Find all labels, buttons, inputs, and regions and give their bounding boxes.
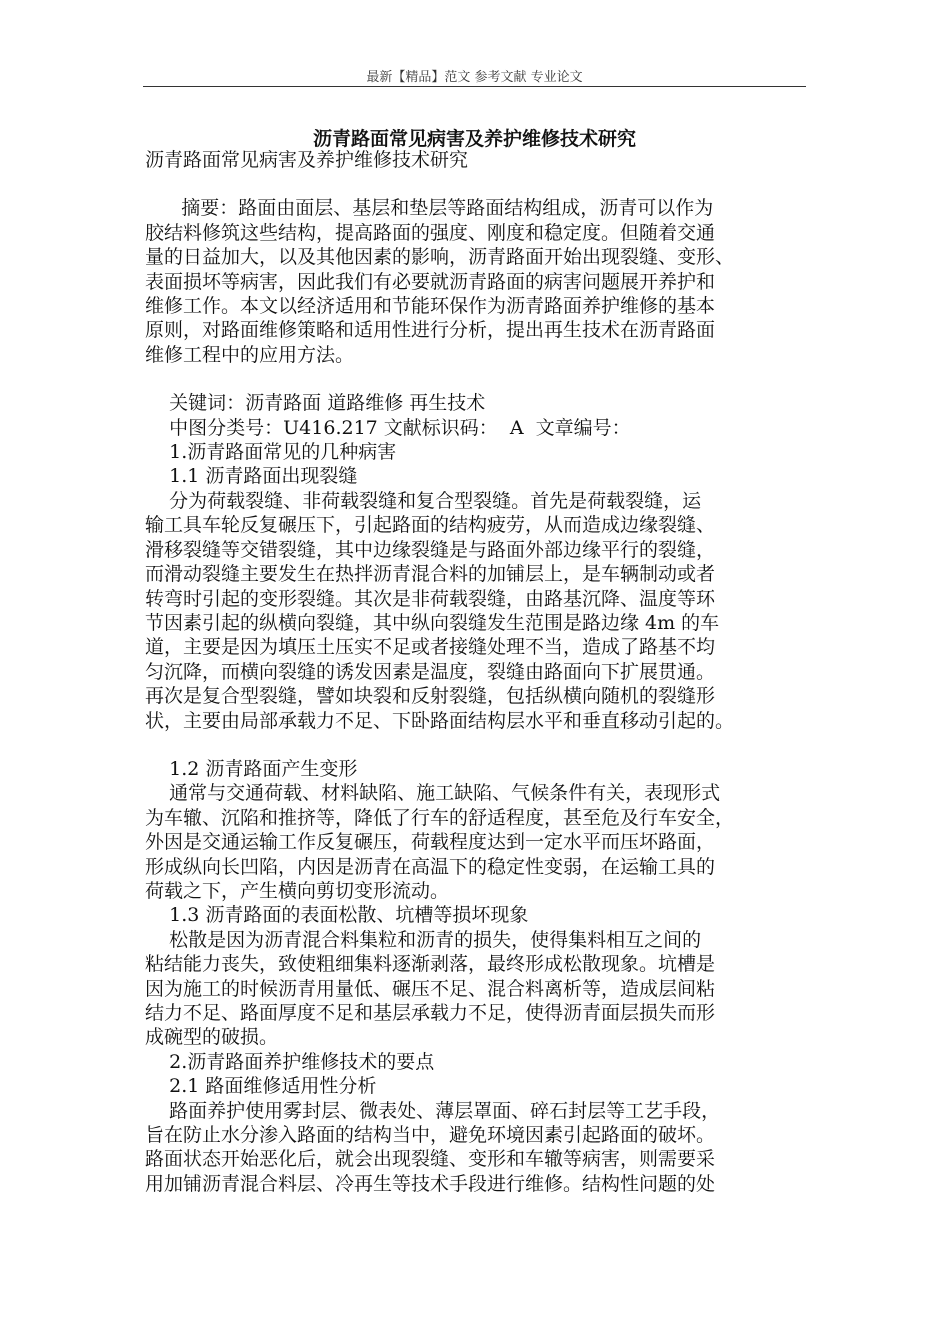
text-line: 路面状态开始恶化后，就会出现裂缝、变形和车辙等病害，则需要采	[145, 1148, 716, 1171]
text-line: 转弯时引起的变形裂缝。其次是非荷载裂缝，由路基沉降、温度等环	[145, 587, 716, 610]
text-line: 中图分类号：U416.217 文献标识码： A 文章编号：	[145, 416, 631, 439]
text-line: 结力不足、路面厚度不足和基层承载力不足，使得沥青面层损失而形	[145, 1002, 716, 1024]
text-line: 原则，对路面维修策略和适用性进行分析，提出再生技术在沥青路面	[145, 319, 716, 342]
text-line: 量的日益加大，以及其他因素的影响，沥青路面开始出现裂缝、变形、	[145, 246, 735, 269]
text-line: 荷载之下，产生横向剪切变形流动。	[145, 879, 450, 902]
text-line: 1.1 沥青路面出现裂缝	[145, 465, 358, 488]
text-line: 1.沥青路面常见的几种病害	[145, 441, 397, 464]
text-line: 而滑动裂缝主要发生在热拌沥青混合料的加铺层上，是车辆制动或者	[145, 563, 716, 586]
text-line	[145, 367, 820, 391]
text-line: 2.沥青路面养护维修技术的要点	[145, 1050, 435, 1073]
text-line: 1.2 沥青路面产生变形	[145, 757, 358, 780]
document-title: 沥青路面常见病害及养护维修技术研究	[312, 128, 636, 150]
text-line: 滑移裂缝等交错裂缝，其中边缘裂缝是与路面外部边缘平行的裂缝，	[145, 538, 716, 561]
text-line: 分为荷载裂缝、非荷载裂缝和复合型裂缝。首先是荷载裂缝，运	[145, 489, 702, 512]
text-line	[145, 733, 820, 757]
text-line: 路面养护使用雾封层、微表处、薄层罩面、碎石封层等工艺手段，	[145, 1099, 721, 1122]
text-line: 松散是因为沥青混合料集粒和沥青的损失，使得集料相互之间的	[145, 928, 702, 951]
text-line: 匀沉降，而横向裂缝的诱发因素是温度，裂缝由路面向下扩展贯通。	[145, 660, 716, 683]
text-line: 维修工程中的应用方法。	[145, 343, 355, 366]
text-line: 为车辙、沉陷和推挤等，降低了行车的舒适程度，甚至危及行车安全，	[145, 806, 735, 829]
text-line: 表面损坏等病害，因此我们有必要就沥青路面的病害问题展开养护和	[145, 270, 716, 293]
text-line: 因为施工的时候沥青用量低、碾压不足、混合料离析等，造成层间粘	[145, 977, 716, 1000]
text-line: 2.1 路面维修适用性分析	[145, 1075, 377, 1098]
text-line: 粘结能力丧失，致使粗细集料逐渐剥落，最终形成松散现象。坑槽是	[145, 953, 716, 976]
text-line: 外因是交通运输工作反复碾压，荷载程度达到一定水平而压坏路面，	[145, 831, 716, 854]
text-line: 1.3 沥青路面的表面松散、坑槽等损坏现象	[145, 904, 529, 927]
text-line: 道，主要是因为填压土压实不足或者接缝处理不当，造成了路基不均	[145, 636, 716, 659]
text-line: 形成纵向长凹陷，内因是沥青在高温下的稳定性变弱，在运输工具的	[145, 855, 716, 878]
text-line: 通常与交通荷载、材料缺陷、施工缺陷、气候条件有关，表现形式	[145, 782, 721, 805]
header-divider	[143, 86, 806, 87]
text-line: 节因素引起的纵横向裂缝，其中纵向裂缝发生范围是路边缘 4m 的车	[145, 611, 720, 634]
text-line: 状，主要由局部承载力不足、下卧路面结构层水平和垂直移动引起的。	[145, 709, 735, 732]
text-line: 摘要：路面由面层、基层和垫层等路面结构组成，沥青可以作为	[145, 197, 714, 220]
text-line: 用加铺沥青混合料层、冷再生等技术手段进行维修。结构性问题的处	[145, 1172, 716, 1195]
text-line: 关键词：沥青路面 道路维修 再生技术	[145, 392, 486, 415]
text-line: 维修工作。本文以经济适用和节能环保作为沥青路面养护维修的基本	[145, 295, 716, 318]
text-line: 胶结料修筑这些结构，提高路面的强度、刚度和稳定度。但随着交通	[145, 221, 716, 244]
text-line: 沥青路面常见病害及养护维修技术研究	[145, 149, 469, 171]
document-body	[145, 148, 820, 1196]
text-line: 再次是复合型裂缝，譬如块裂和反射裂缝，包括纵横向随机的裂缝形	[145, 685, 716, 708]
text-line: 输工具车轮反复碾压下，引起路面的结构疲劳，从而造成边缘裂缝、	[145, 514, 716, 537]
text-line: 成碗型的破损。	[145, 1026, 279, 1049]
page-header: 最新【精品】范文 参考文献 专业论文	[366, 70, 583, 85]
text-line: 旨在防止水分渗入路面的结构当中，避免环境因素引起路面的破坏。	[145, 1124, 716, 1147]
text-line	[145, 172, 820, 196]
